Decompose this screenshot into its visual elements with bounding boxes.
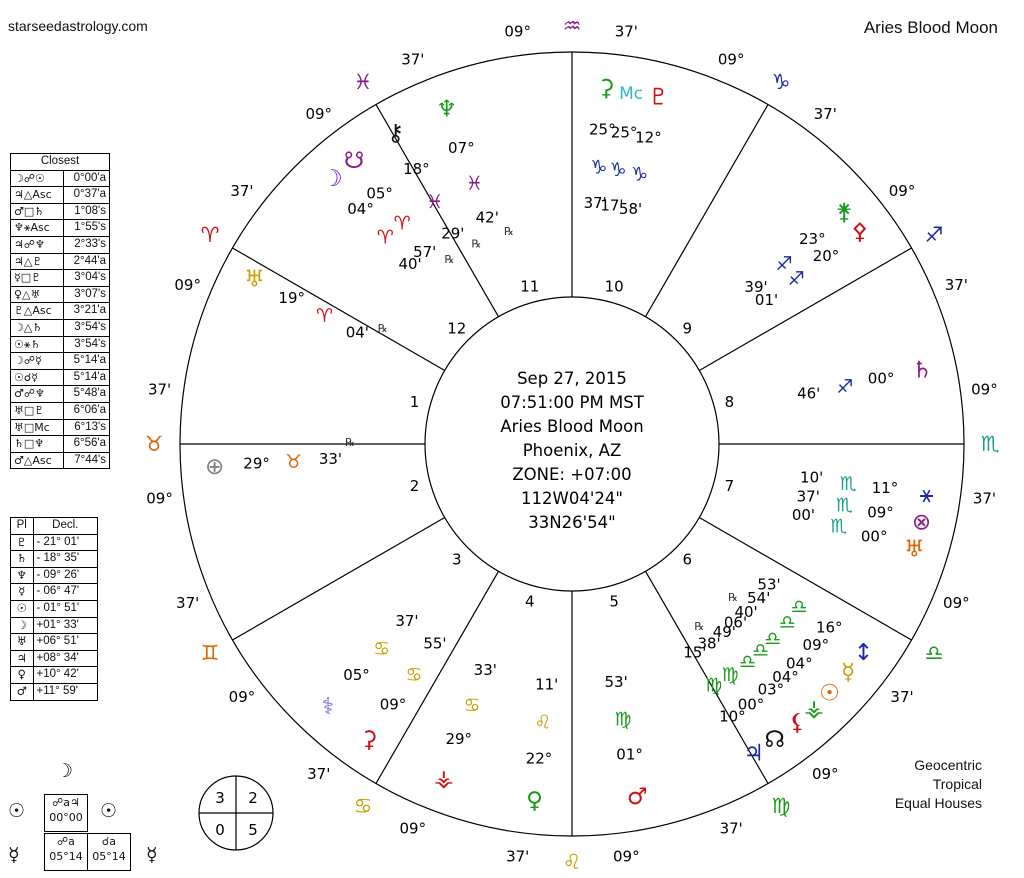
- zodiac-sign-icon: ♊: [200, 641, 220, 665]
- planet-glyph-icon: ♄: [911, 357, 933, 384]
- planet-glyph-icon: ⚳: [360, 727, 378, 754]
- declination-value: +01° 33': [33, 617, 98, 634]
- aspect-orb: 1°55's: [63, 220, 109, 237]
- declination-value: - 18° 35': [33, 551, 98, 568]
- planet-glyph: ♂: [11, 683, 34, 700]
- planet-glyph-icon: ⚳: [597, 75, 615, 102]
- cusp-degree: 09°: [811, 765, 839, 784]
- aspect-symbol: ☍a♃: [52, 796, 80, 809]
- planet-degree: 00°: [860, 527, 888, 546]
- zodiac-sign-icon: ♈: [393, 212, 411, 235]
- cusp-minutes: 37': [890, 688, 914, 707]
- planet-glyph-icon: ♇: [648, 84, 669, 111]
- zodiac-sign-icon: ♋: [463, 694, 481, 717]
- planet-glyph-icon: ☿: [841, 659, 856, 686]
- planet-glyph-icon: ♂: [626, 784, 648, 811]
- chart-title: Aries Blood Moon: [863, 18, 998, 37]
- planet-glyph-icon: ☉: [819, 680, 840, 707]
- aspect-orb: 1°08's: [63, 203, 109, 220]
- aspect-orb: 0°00'a: [63, 170, 109, 187]
- planet-minutes: 39': [744, 277, 768, 296]
- aspect-glyphs: ♄□♆: [11, 436, 64, 453]
- planet-glyph-icon: ♅: [904, 536, 925, 563]
- zodiac-sign-icon: ♋: [353, 793, 373, 818]
- zodiac-sign-icon: ♏: [839, 472, 857, 495]
- decl-header-planet: Pl: [11, 518, 34, 535]
- planet-minutes: 46': [797, 384, 821, 403]
- planet-glyph-icon: ⊕: [205, 453, 225, 480]
- retrograde-icon: ℞: [728, 590, 738, 604]
- zodiac-sign-icon: ♍: [705, 674, 723, 697]
- quadrant-count: 5: [248, 821, 258, 839]
- site-name[interactable]: starseedastrology.com: [8, 18, 148, 34]
- planet-degree: 25°: [610, 123, 638, 142]
- planet-minutes: 54': [747, 588, 771, 607]
- planet-minutes: 17': [600, 196, 624, 215]
- aspect-orb: 5°14'a: [63, 353, 109, 370]
- planet-degree: 03°: [757, 680, 785, 699]
- aspect-glyphs: ☽☍☉: [11, 170, 64, 187]
- aspect-orb: 3°04's: [63, 270, 109, 287]
- zodiac-sign-icon: ♍: [721, 663, 739, 686]
- planet-degree: 18°: [403, 159, 430, 178]
- aspect-glyphs: ☉⚹♄: [11, 336, 64, 353]
- planet-glyph-icon: ♆: [436, 96, 457, 123]
- zodiac-sign-icon: ♏: [830, 515, 848, 538]
- zodiac-sign-icon: ♎: [739, 650, 757, 673]
- planet-minutes: 53': [604, 672, 628, 691]
- planet-degree: 11°: [871, 478, 899, 497]
- zodiac-sign-icon: ♓: [353, 70, 373, 95]
- planet-eris[interactable]: [792, 506, 925, 563]
- center-info-line: 07:51:00 PM MST: [500, 393, 644, 412]
- planet-glyph-icon: ♅: [244, 266, 265, 293]
- planet-vertex[interactable]: [800, 469, 934, 508]
- zodiac-sign-icon: ♑: [590, 156, 608, 179]
- cusp-degree: 09°: [305, 104, 333, 123]
- planet-minutes: 29': [441, 224, 465, 243]
- cusp-minutes: 37': [719, 819, 743, 838]
- retrograde-icon: ℞: [345, 436, 355, 450]
- zodiac-sign-icon: ♈: [200, 223, 220, 247]
- legend-line: Tropical: [932, 776, 982, 792]
- planet-degree: 19°: [278, 289, 306, 308]
- planet-glyph-icon: ⚕: [321, 693, 335, 720]
- zodiac-sign-icon: ♈: [316, 305, 334, 328]
- planet-glyph: ♆: [11, 567, 34, 584]
- zodiac-sign-icon: ♋: [405, 663, 423, 686]
- cusp-degree: 09°: [888, 181, 916, 200]
- planet-uranus[interactable]: [244, 267, 388, 342]
- planet-minutes: 37': [583, 194, 607, 213]
- planet-degree: 01°: [616, 745, 643, 764]
- cusp-minutes: 37': [813, 104, 837, 123]
- zodiac-sign-icon: ♋: [373, 638, 391, 661]
- closest-header: Closest: [11, 154, 110, 171]
- planet-minutes: 01': [754, 291, 779, 310]
- planet-glyph-icon: ⚸: [788, 710, 806, 737]
- planet-glyph: ♃: [11, 650, 34, 667]
- planet-glyph-icon: ⚹: [919, 481, 934, 508]
- planet-degree: 29°: [445, 730, 473, 749]
- aspect-glyphs: ♂□♄: [11, 203, 64, 220]
- zodiac-sign-icon: ♏: [980, 432, 1000, 456]
- cusp-minutes: 37': [944, 275, 968, 294]
- planet-degree: 16°: [815, 618, 843, 637]
- decl-header-value: Decl.: [33, 518, 98, 535]
- planet-glyph-icon: ♃: [743, 740, 765, 767]
- mercury-icon: ☿: [8, 844, 20, 866]
- planet-degree: 07°: [448, 139, 475, 158]
- aspect-orb: 6°13's: [63, 419, 109, 436]
- house-number: 2: [409, 477, 420, 496]
- house-number: 12: [447, 319, 467, 338]
- cusp-degree: 09°: [971, 380, 998, 399]
- aspect-orb: 0°37'a: [63, 187, 109, 204]
- house-cusp-line: [699, 248, 911, 371]
- planet-minutes: 42': [475, 208, 499, 227]
- retrograde-icon: ℞: [444, 252, 455, 266]
- quadrant-count: 0: [215, 821, 225, 839]
- cusp-degree: 09°: [504, 22, 531, 41]
- planet-glyph-icon: ⊗: [911, 509, 932, 536]
- declination-value: +06° 51': [33, 634, 98, 651]
- planet-minutes: 06': [723, 613, 748, 632]
- planet-minutes: 40': [398, 255, 422, 274]
- planet-degree: 09°: [802, 636, 830, 655]
- house-number: 1: [409, 392, 420, 411]
- declination-value: - 09° 26': [33, 567, 98, 584]
- planet-degree: 23°: [798, 229, 826, 248]
- legend-line: Equal Houses: [894, 795, 982, 811]
- zodiac-sign-icon: ♐: [924, 223, 944, 247]
- cusp-degree: 09°: [146, 489, 173, 508]
- planet-minutes: 33': [473, 660, 497, 679]
- center-info-line: 33N26'54": [528, 513, 616, 532]
- planet-glyph-icon: ⚶: [804, 695, 824, 722]
- aspect-orb: 3°54's: [63, 336, 109, 353]
- zodiac-sign-icon: ♍: [614, 708, 632, 731]
- cusp-degree: 09°: [228, 688, 256, 707]
- house-number: 9: [682, 319, 693, 338]
- zodiac-sign-icon: ♓: [465, 172, 483, 195]
- cusp-degree: 09°: [174, 275, 201, 294]
- zodiac-sign-icon: ♐: [775, 252, 793, 275]
- planet-minutes: 33': [318, 449, 343, 468]
- center-info-line: 112W04'24": [521, 489, 623, 508]
- house-number: 5: [609, 592, 619, 611]
- aspect-orb: 05°14: [92, 850, 126, 863]
- declination-value: - 21° 01': [33, 534, 98, 551]
- zodiac-sign-icon: ♏: [835, 494, 853, 517]
- planet-glyph-icon: ⚷: [387, 120, 405, 147]
- planet-degree: 04°: [786, 654, 813, 673]
- planet-degree: 09°: [867, 503, 894, 522]
- planet-degree: 00°: [867, 369, 895, 388]
- aspect-glyphs: ♂☍♆: [11, 386, 64, 403]
- planet-minutes: 58': [618, 200, 643, 219]
- zodiac-sign-icon: ♌: [562, 850, 582, 874]
- cusp-minutes: 37': [401, 50, 425, 69]
- quadrant-count: 2: [248, 789, 258, 807]
- planet-degree: 09°: [379, 695, 407, 714]
- zodiac-sign-icon: ♓: [426, 191, 444, 214]
- planet-minutes: 49': [712, 623, 736, 642]
- house-number: 6: [682, 550, 693, 569]
- cusp-degree: 09°: [717, 50, 745, 69]
- planet-glyph: ♇: [11, 534, 34, 551]
- aspect-glyphs: ♆⚹Asc: [11, 220, 64, 237]
- center-info-line: ZONE: +07:00: [512, 465, 632, 484]
- sun-icon: ☉: [100, 800, 118, 822]
- aspect-orb: 2°33's: [63, 236, 109, 253]
- planet-degree: 12°: [635, 128, 662, 147]
- planet-glyph-icon: ⚴: [851, 219, 869, 246]
- planet-degree: 20°: [812, 247, 840, 266]
- zodiac-sign-icon: ♎: [764, 627, 782, 650]
- aspect-glyphs: ♅□♇: [11, 402, 64, 419]
- aspect-orb: 5°14'a: [63, 369, 109, 386]
- zodiac-sign-icon: ♌: [534, 711, 552, 734]
- planet-minutes: 37': [796, 487, 820, 506]
- house-number: 7: [724, 477, 735, 496]
- retrograde-icon: ℞: [377, 322, 388, 336]
- aspect-symbol: ☍a: [57, 835, 75, 848]
- zodiac-sign-icon: ♎: [790, 596, 808, 619]
- planet-glyph-icon: ☊: [764, 727, 785, 754]
- planet-glyph-icon: ☋: [343, 147, 365, 174]
- zodiac-sign-icon: ♉: [144, 432, 164, 456]
- house-number: 10: [604, 277, 624, 296]
- center-info-line: Phoenix, AZ: [522, 441, 622, 460]
- planet-ceres[interactable]: [584, 76, 616, 212]
- planet-glyph: ♄: [11, 551, 34, 568]
- aspect-glyphs: ♂△Asc: [11, 452, 64, 469]
- aspect-glyphs: ♃☍♆: [11, 236, 64, 253]
- planet-degree: 00°: [737, 695, 765, 714]
- cusp-degree: 09°: [943, 594, 970, 613]
- aspect-orb: 6°06'a: [63, 402, 109, 419]
- planet-degree: 10°: [719, 707, 746, 726]
- retrograde-icon: ℞: [471, 237, 482, 251]
- aspect-glyphs: ☿□♇: [11, 270, 64, 287]
- zodiac-sign-icon: ♐: [787, 268, 805, 291]
- aspect-glyphs: ♀△♅: [11, 286, 64, 303]
- sun-icon: ☉: [8, 800, 26, 822]
- aspect-glyphs: ♇△Asc: [11, 303, 64, 320]
- planet-minutes: 11': [535, 675, 559, 694]
- planet-minutes: 10': [800, 468, 824, 487]
- planet-venus[interactable]: [526, 676, 559, 814]
- aspect-orb: 3°54's: [63, 319, 109, 336]
- aspect-glyphs: ♃△Asc: [11, 187, 64, 204]
- house-number: 3: [451, 550, 462, 569]
- planet-minutes: 38': [697, 634, 721, 653]
- planet-degree: 04°: [347, 200, 374, 219]
- aspect-glyphs: ♅□Mc: [11, 419, 64, 436]
- aspect-glyphs: ☽☍☿: [11, 353, 64, 370]
- zodiac-sign-icon: ♉: [284, 451, 303, 474]
- planet-glyph-icon: ↕: [853, 639, 874, 666]
- declination-value: - 01° 51': [33, 600, 98, 617]
- aspect-glyphs: ♃△♇: [11, 253, 64, 270]
- planet-degree: 25°: [588, 120, 616, 139]
- retrograde-icon: ℞: [694, 619, 705, 633]
- declination-value: +10° 42': [33, 667, 98, 684]
- mercury-icon: ☿: [146, 844, 158, 866]
- planet-glyph-icon: ⚵: [835, 199, 853, 226]
- cusp-minutes: 37': [230, 181, 254, 200]
- planet-glyph: ♅: [11, 634, 34, 651]
- cusp-degree: 09°: [399, 819, 427, 838]
- zodiac-sign-icon: ♎: [924, 641, 944, 665]
- moon-icon: ☽: [56, 760, 74, 782]
- cusp-minutes: 37': [307, 765, 331, 784]
- center-info-line: Sep 27, 2015: [517, 369, 627, 388]
- zodiac-sign-icon: ♑: [609, 158, 627, 181]
- planet-minutes: 53': [757, 575, 781, 594]
- planet-degree: 22°: [525, 749, 553, 768]
- planet-degree: 05°: [366, 184, 393, 203]
- declination-value: - 06° 47': [33, 584, 98, 601]
- planet-glyph: ☿: [11, 584, 34, 601]
- cusp-degree: 09°: [613, 847, 640, 866]
- aspect-symbol: ☌a: [101, 835, 117, 848]
- planet-selene[interactable]: [434, 661, 497, 792]
- planet-ascendant-ruler[interactable]: [205, 436, 355, 480]
- cusp-minutes: 37': [614, 22, 638, 41]
- declination-value: +11° 59': [33, 683, 98, 700]
- planet-minutes: 40': [734, 603, 758, 622]
- cusp-minutes: 37': [972, 489, 997, 508]
- planet-minutes: 37': [395, 611, 419, 630]
- planet-minutes: 57': [413, 243, 437, 262]
- cusp-minutes: 37': [506, 847, 530, 866]
- aspect-orb: 7°44's: [63, 452, 109, 469]
- planet-minutes: 55': [423, 634, 447, 653]
- planet-neptune[interactable]: [436, 97, 514, 238]
- cusp-minutes: 37': [147, 380, 172, 399]
- planet-minutes: 15': [683, 643, 707, 662]
- legend-line: Geocentric: [914, 757, 982, 773]
- planet-glyph: ☽: [11, 617, 34, 634]
- zodiac-sign-icon: ♎: [751, 639, 770, 662]
- aspect-orb: 5°48'a: [63, 386, 109, 403]
- planet-minutes: 00': [791, 505, 816, 524]
- planet-glyph-icon: Mc: [619, 83, 644, 104]
- planet-degree: 29°: [243, 454, 270, 473]
- planet-glyph: ♀: [11, 667, 34, 684]
- planet-saturn[interactable]: [797, 358, 932, 403]
- planet-glyph-icon: ☽: [322, 165, 343, 192]
- planet-glyph-icon: ♀: [526, 788, 544, 815]
- aspect-orb: 3°21'a: [63, 303, 109, 320]
- planet-mars[interactable]: [604, 673, 647, 810]
- aspect-orb: 00°00: [49, 811, 83, 824]
- house-number: 8: [724, 392, 735, 411]
- zodiac-sign-icon: ♈: [376, 226, 394, 249]
- center-info-line: Aries Blood Moon: [500, 417, 644, 436]
- zodiac-sign-icon: ♑: [630, 163, 649, 186]
- zodiac-sign-icon: ♐: [836, 375, 854, 398]
- house-number: 11: [520, 277, 540, 296]
- aspect-orb: 3°07's: [63, 286, 109, 303]
- cusp-minutes: 37': [176, 594, 200, 613]
- planet-glyph: ☉: [11, 600, 34, 617]
- planet-degree: 05°: [343, 666, 370, 685]
- retrograde-icon: ℞: [504, 225, 514, 239]
- house-number: 4: [525, 592, 535, 611]
- aspect-orb: 6°56'a: [63, 436, 109, 453]
- aspect-glyphs: ☽△♄: [11, 319, 64, 336]
- quadrant-count: 3: [215, 789, 225, 807]
- planet-minutes: 04': [345, 323, 369, 342]
- zodiac-sign-icon: ♍: [771, 793, 791, 818]
- planet-pluto[interactable]: [619, 85, 669, 219]
- zodiac-sign-icon: ♎: [778, 611, 796, 634]
- planet-degree: 04°: [772, 667, 799, 686]
- aspect-orb: 2°44'a: [63, 253, 109, 270]
- aspect-orb: 05°14: [49, 850, 83, 863]
- zodiac-sign-icon: ♑: [771, 70, 791, 95]
- aspect-glyphs: ☉☌☿: [11, 369, 64, 386]
- zodiac-sign-icon: ♒: [562, 14, 582, 38]
- planet-glyph-icon: ⚶: [433, 766, 454, 793]
- declination-value: +08° 34': [33, 650, 98, 667]
